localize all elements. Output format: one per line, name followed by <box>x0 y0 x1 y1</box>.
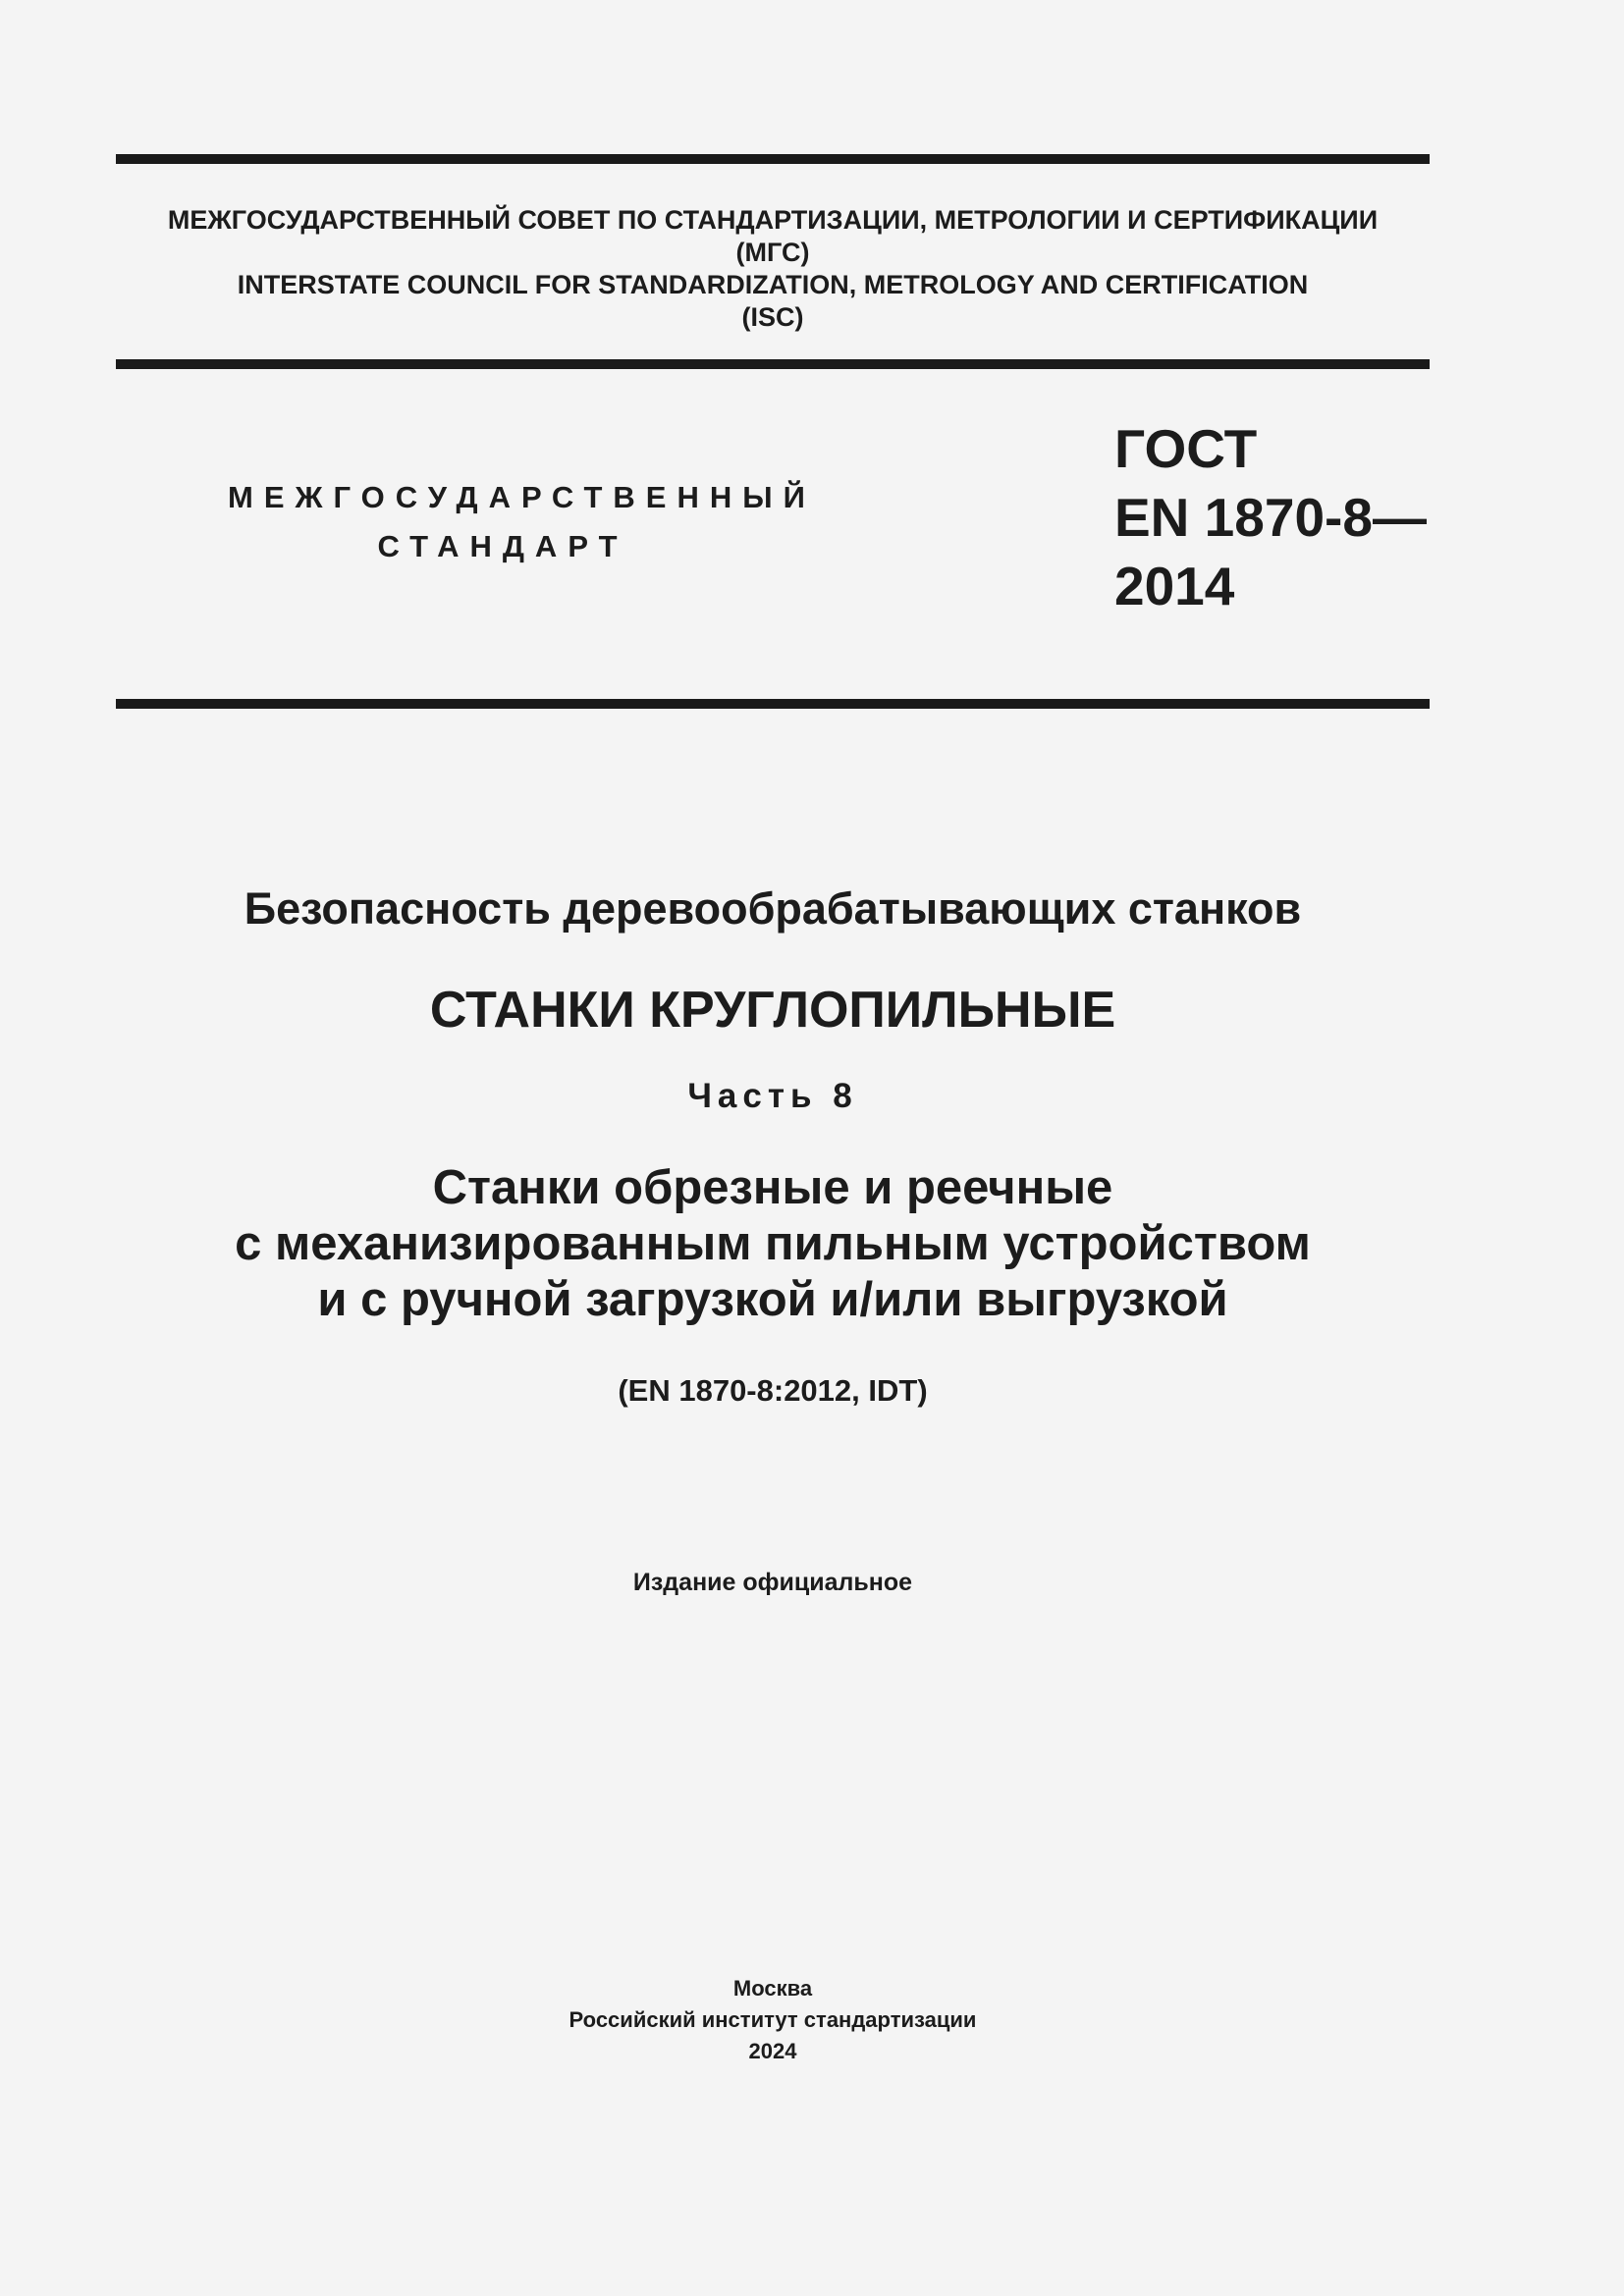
designation-line1: ГОСТ <box>1114 418 1258 479</box>
council-abbr-en: (ISC) <box>741 302 804 332</box>
subtitle-line2: с механизированным пильным устройством <box>235 1217 1311 1270</box>
publisher-city: Москва <box>732 1976 813 2001</box>
subtitle-line1: Станки обрезные и реечные <box>432 1161 1113 1214</box>
designation-rule <box>116 699 1430 709</box>
subtitle <box>116 1160 1430 1328</box>
publisher-institute: Российский институт стандартизации <box>568 2007 977 2032</box>
standard-type-line1: МЕЖГОСУДАРСТВЕННЫЙ <box>228 480 816 514</box>
designation-line2: EN 1870-8— <box>1114 487 1427 548</box>
council-header <box>116 204 1430 334</box>
main-title: СТАНКИ КРУГЛОПИЛЬНЫЕ <box>429 982 1116 1039</box>
council-name-en: INTERSTATE COUNCIL FOR STANDARDIZATION, METROLOGY AND CERTIFICATION <box>237 270 1309 299</box>
top-rule <box>116 154 1430 164</box>
general-title: Безопасность деревообрабатывающих станков <box>244 883 1302 934</box>
equivalence-note: (EN 1870-8:2012, IDT) <box>618 1373 928 1408</box>
publisher-block <box>116 1973 1430 2067</box>
publisher-year: 2024 <box>748 2039 797 2063</box>
subtitle-line3: и с ручной загрузкой и/или выгрузкой <box>317 1273 1228 1326</box>
council-abbr-ru: (МГС) <box>735 238 810 267</box>
standard-designation <box>1114 414 1427 620</box>
standard-type-line2: СТАНДАРТ <box>377 529 628 563</box>
designation-line3: 2014 <box>1114 556 1235 616</box>
part-number: Часть 8 <box>687 1077 858 1115</box>
council-name-ru: МЕЖГОСУДАРСТВЕННЫЙ СОВЕТ ПО СТАНДАРТИЗАЦИИ, МЕТРОЛОГИИ И СЕРТИФИКАЦИИ <box>167 205 1379 235</box>
standard-type <box>228 473 816 571</box>
header-rule <box>116 359 1430 369</box>
edition-note: Издание официальное <box>632 1569 913 1596</box>
